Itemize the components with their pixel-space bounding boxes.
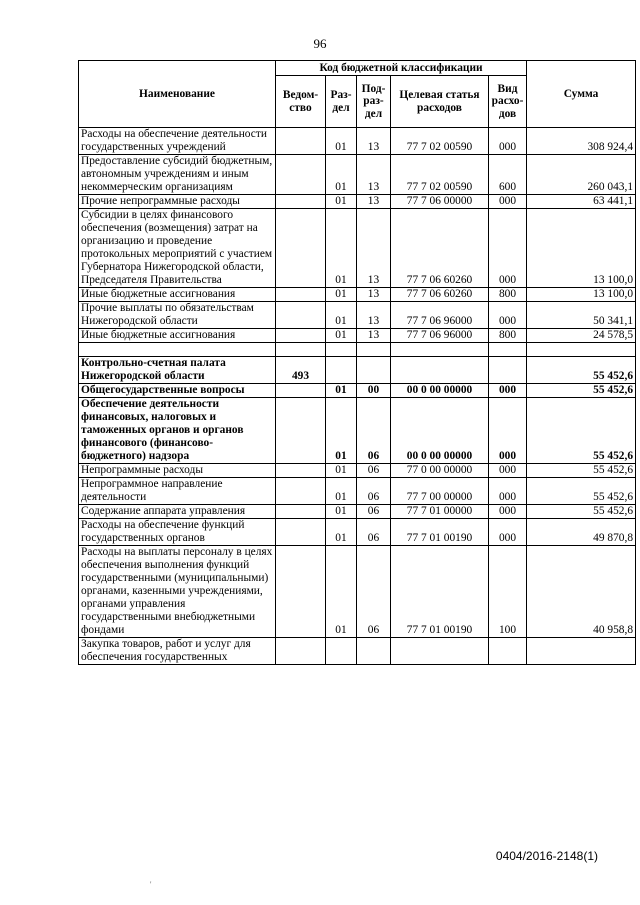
table-row	[79, 357, 636, 384]
cell-vedomstvo	[276, 288, 326, 302]
table-row	[79, 464, 636, 478]
table-row	[79, 195, 636, 209]
cell-target-article: 77 7 00 00000	[391, 478, 489, 505]
cell-name: Прочие выплаты по обязательствам Нижегородской области	[79, 302, 276, 329]
cell-target-article: 77 7 06 60260	[391, 288, 489, 302]
cell-podrazdel: 13	[357, 209, 391, 288]
cell-expense-type: 000	[489, 195, 527, 209]
cell-name: Расходы на обеспечение функций государственных органов	[79, 519, 276, 546]
table-row	[79, 546, 636, 638]
cell-expense-type	[489, 357, 527, 384]
header-expense-type: Вид расхо-дов	[489, 76, 527, 128]
cell-expense-type: 000	[489, 384, 527, 398]
cell-vedomstvo	[276, 128, 326, 155]
cell-expense-type	[489, 343, 527, 357]
cell-sum: 55 452,6	[527, 357, 636, 384]
cell-name	[79, 343, 276, 357]
cell-expense-type: 000	[489, 519, 527, 546]
cell-sum: 63 441,1	[527, 195, 636, 209]
cell-target-article	[391, 638, 489, 665]
cell-expense-type: 800	[489, 329, 527, 343]
cell-name: Закупка товаров, работ и услуг для обеспечения государственных	[79, 638, 276, 665]
cell-name: Субсидии в целях финансового обеспечения (возмещения) затрат на организацию и проведение протокольных мероприятий с участием Губернатора Нижегородской области, Председателя Правительства	[79, 209, 276, 288]
cell-name: Непрограммное направление деятельности	[79, 478, 276, 505]
cell-vedomstvo	[276, 464, 326, 478]
cell-sum	[527, 343, 636, 357]
cell-sum: 55 452,6	[527, 384, 636, 398]
header-name: Наименование	[79, 61, 276, 128]
cell-target-article: 77 7 02 00590	[391, 128, 489, 155]
cell-podrazdel: 06	[357, 478, 391, 505]
cell-podrazdel: 06	[357, 398, 391, 464]
cell-podrazdel: 13	[357, 155, 391, 195]
header-target-article: Целевая статья расходов	[391, 76, 489, 128]
table-row	[79, 398, 636, 464]
cell-name: Прочие непрограммные расходы	[79, 195, 276, 209]
cell-vedomstvo	[276, 155, 326, 195]
cell-podrazdel: 13	[357, 195, 391, 209]
cell-razdel	[326, 357, 357, 384]
cell-target-article: 77 7 06 00000	[391, 195, 489, 209]
cell-name: Непрограммные расходы	[79, 464, 276, 478]
table-row	[79, 478, 636, 505]
table-body	[79, 128, 636, 665]
cell-vedomstvo	[276, 478, 326, 505]
cell-vedomstvo	[276, 505, 326, 519]
table-row	[79, 519, 636, 546]
cell-expense-type: 000	[489, 464, 527, 478]
table-row	[79, 343, 636, 357]
table-row	[79, 155, 636, 195]
cell-razdel: 01	[326, 288, 357, 302]
cell-razdel: 01	[326, 546, 357, 638]
cell-sum: 13 100,0	[527, 209, 636, 288]
cell-vedomstvo	[276, 195, 326, 209]
cell-vedomstvo	[276, 384, 326, 398]
cell-vedomstvo	[276, 638, 326, 665]
cell-sum: 40 958,8	[527, 546, 636, 638]
cell-razdel: 01	[326, 128, 357, 155]
cell-razdel: 01	[326, 209, 357, 288]
cell-podrazdel: 13	[357, 329, 391, 343]
cell-podrazdel	[357, 357, 391, 384]
cell-target-article: 77 7 06 60260	[391, 209, 489, 288]
cell-target-article	[391, 343, 489, 357]
table-row	[79, 209, 636, 288]
cell-target-article: 00 0 00 00000	[391, 398, 489, 464]
cell-name: Расходы на выплаты персоналу в целях обеспечения выполнения функций государственными (муниципальными) органами, казенными учреждениями, органами управления государственными внебюджетными фондами	[79, 546, 276, 638]
table-row	[79, 329, 636, 343]
cell-expense-type: 000	[489, 398, 527, 464]
table-row	[79, 505, 636, 519]
cell-vedomstvo	[276, 398, 326, 464]
cell-target-article: 77 7 02 00590	[391, 155, 489, 195]
cell-razdel: 01	[326, 302, 357, 329]
header-sum: Сумма	[527, 61, 636, 128]
cell-sum: 24 578,5	[527, 329, 636, 343]
cell-target-article: 77 7 01 00190	[391, 519, 489, 546]
header-classification-group: Код бюджетной классификации	[276, 61, 527, 76]
table-row	[79, 384, 636, 398]
cell-podrazdel: 06	[357, 505, 391, 519]
cell-sum: 260 043,1	[527, 155, 636, 195]
cell-sum: 55 452,6	[527, 398, 636, 464]
cell-target-article: 77 7 06 96000	[391, 302, 489, 329]
cell-sum: 308 924,4	[527, 128, 636, 155]
page-number: 96	[313, 36, 327, 51]
cell-vedomstvo	[276, 519, 326, 546]
cell-target-article: 00 0 00 00000	[391, 384, 489, 398]
cell-expense-type: 000	[489, 302, 527, 329]
cell-razdel: 01	[326, 464, 357, 478]
cell-name: Содержание аппарата управления	[79, 505, 276, 519]
cell-expense-type: 000	[489, 505, 527, 519]
cell-razdel: 01	[326, 398, 357, 464]
cell-name: Общегосударственные вопросы	[79, 384, 276, 398]
cell-name: Обеспечение деятельности финансовых, налоговых и таможенных органов и органов финансового (финансово-бюджетного) надзора	[79, 398, 276, 464]
table-header	[79, 61, 636, 128]
cell-expense-type: 800	[489, 288, 527, 302]
cell-sum: 55 452,6	[527, 464, 636, 478]
cell-razdel: 01	[326, 329, 357, 343]
cell-name: Предоставление субсидий бюджетным, автономным учреждениям и иным некоммерческим организациям	[79, 155, 276, 195]
cell-target-article	[391, 357, 489, 384]
cell-target-article: 77 0 00 00000	[391, 464, 489, 478]
header-vedomstvo: Ведом-ство	[276, 76, 326, 128]
document-code: 0404/2016-2148(1)	[495, 849, 598, 863]
cell-podrazdel: 13	[357, 128, 391, 155]
cell-razdel: 01	[326, 505, 357, 519]
cell-razdel: 01	[326, 384, 357, 398]
cell-podrazdel	[357, 638, 391, 665]
cell-expense-type: 600	[489, 155, 527, 195]
cell-razdel: 01	[326, 195, 357, 209]
cell-razdel	[326, 638, 357, 665]
cell-vedomstvo	[276, 329, 326, 343]
cell-razdel	[326, 343, 357, 357]
cell-razdel: 01	[326, 478, 357, 505]
cell-podrazdel: 06	[357, 519, 391, 546]
cell-razdel: 01	[326, 519, 357, 546]
table-row	[79, 128, 636, 155]
header-razdel: Раз-дел	[326, 76, 357, 128]
cell-podrazdel: 00	[357, 384, 391, 398]
cell-vedomstvo	[276, 546, 326, 638]
cell-podrazdel: 13	[357, 288, 391, 302]
cell-name: Иные бюджетные ассигнования	[79, 288, 276, 302]
cell-razdel: 01	[326, 155, 357, 195]
cell-sum	[527, 638, 636, 665]
cell-expense-type: 000	[489, 209, 527, 288]
cell-vedomstvo	[276, 343, 326, 357]
cell-expense-type: 000	[489, 128, 527, 155]
header-podrazdel: Под-раз-дел	[357, 76, 391, 128]
cell-sum: 55 452,6	[527, 505, 636, 519]
cell-name: Контрольно-счетная палата Нижегородской области	[79, 357, 276, 384]
cell-podrazdel	[357, 343, 391, 357]
cell-name: Иные бюджетные ассигнования	[79, 329, 276, 343]
cell-vedomstvo	[276, 302, 326, 329]
table-row	[79, 288, 636, 302]
cell-sum: 13 100,0	[527, 288, 636, 302]
margin-mark: '	[150, 880, 152, 889]
table-row	[79, 638, 636, 665]
cell-podrazdel: 06	[357, 546, 391, 638]
cell-expense-type: 100	[489, 546, 527, 638]
budget-table	[78, 60, 636, 665]
cell-vedomstvo: 493	[276, 357, 326, 384]
cell-target-article: 77 7 01 00000	[391, 505, 489, 519]
cell-sum: 55 452,6	[527, 478, 636, 505]
cell-target-article: 77 7 01 00190	[391, 546, 489, 638]
cell-name: Расходы на обеспечение деятельности государственных учреждений	[79, 128, 276, 155]
cell-sum: 50 341,1	[527, 302, 636, 329]
table-row	[79, 302, 636, 329]
cell-sum: 49 870,8	[527, 519, 636, 546]
cell-target-article: 77 7 06 96000	[391, 329, 489, 343]
cell-podrazdel: 06	[357, 464, 391, 478]
cell-expense-type: 000	[489, 478, 527, 505]
cell-expense-type	[489, 638, 527, 665]
cell-vedomstvo	[276, 209, 326, 288]
cell-podrazdel: 13	[357, 302, 391, 329]
